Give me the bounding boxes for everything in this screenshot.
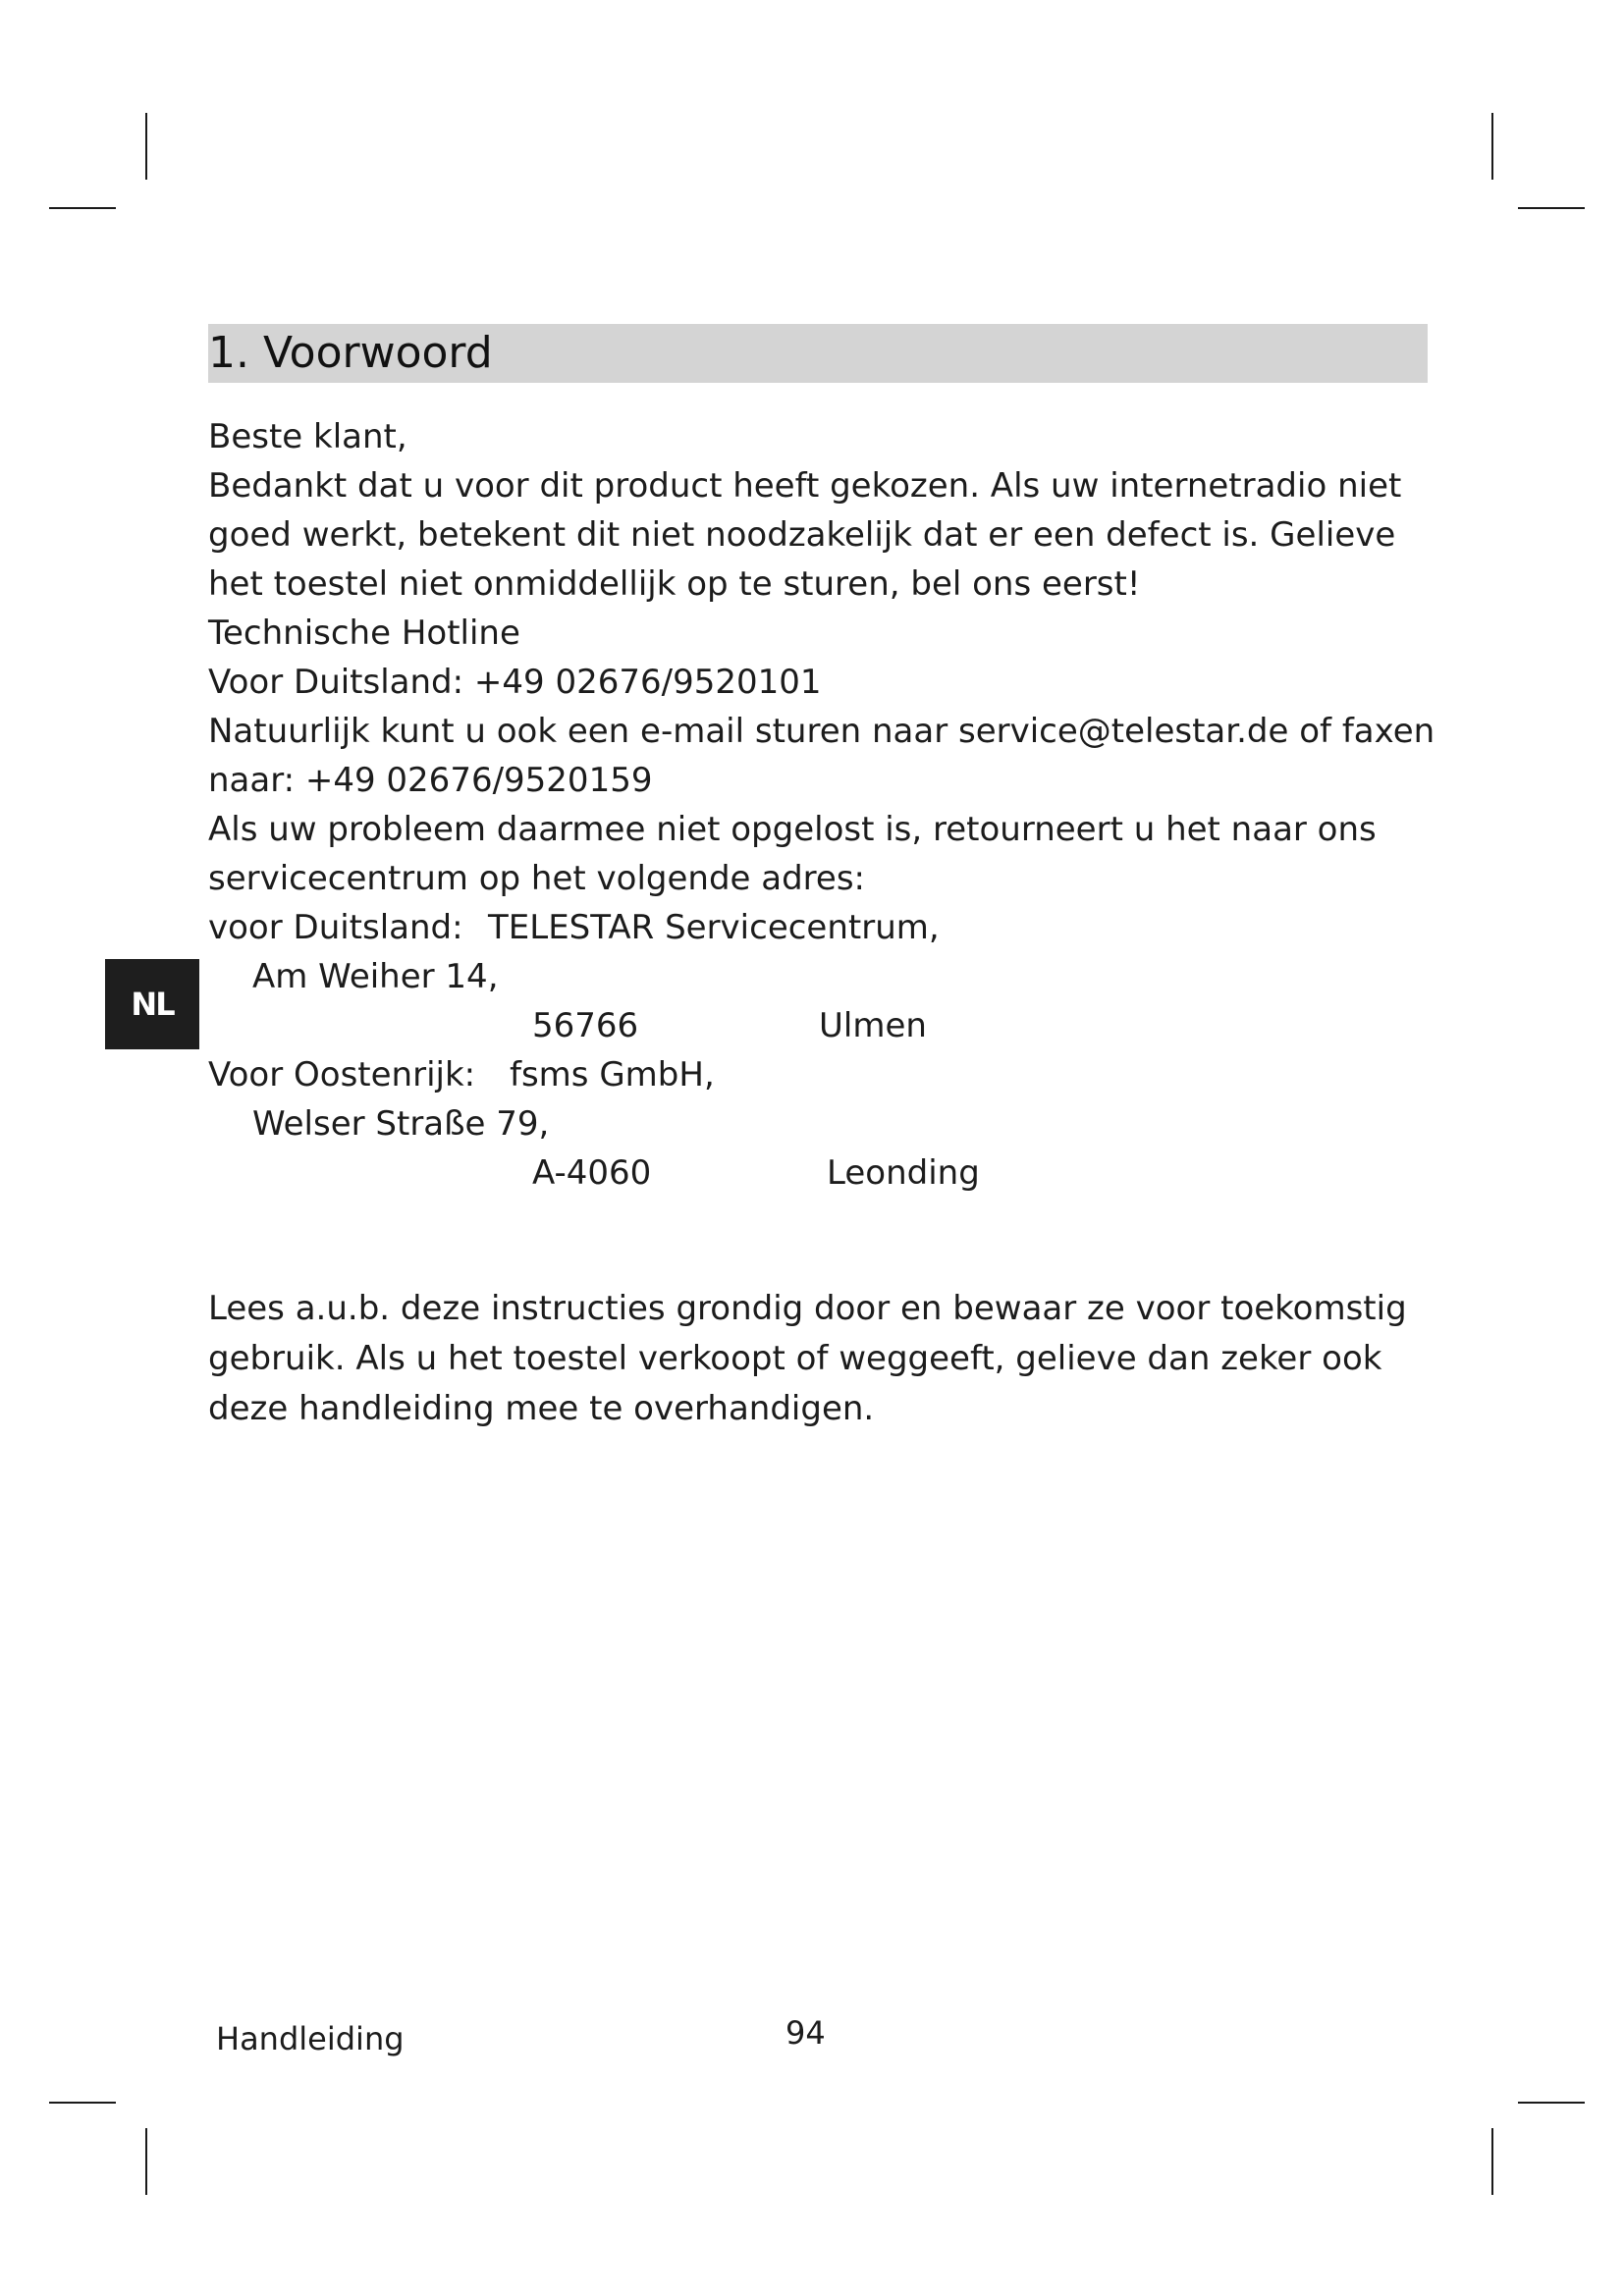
crop-mark <box>49 207 116 209</box>
hotline-germany: Voor Duitsland: +49 02676/9520101 <box>208 663 822 702</box>
body-line: Als uw probleem daarmee niet opgelost is, retourneert u het naar ons <box>208 810 1377 849</box>
address-germany-line-2 <box>208 952 1435 1001</box>
body-line: Bedankt dat u voor dit product heeft gekozen. Als uw internetradio niet <box>208 466 1402 506</box>
address-postcode: A-4060 <box>532 1153 652 1193</box>
address-street: Welser Straße 79, <box>252 1104 550 1144</box>
address-germany-line-1 <box>208 903 1435 952</box>
crop-mark <box>1491 2128 1493 2195</box>
crop-mark <box>1518 2102 1585 2104</box>
section-title: 1. Voorwoord <box>208 328 493 378</box>
address-austria-line-3 <box>208 1148 1435 1198</box>
footer-label: Handleiding <box>216 2020 405 2057</box>
crop-mark <box>1491 113 1493 180</box>
closing-line: gebruik. Als u het toestel verkoopt of weggeeft, gelieve dan zeker ook <box>208 1339 1382 1378</box>
body-line: goed werkt, betekent dit niet noodzakelijk dat er een defect is. Gelieve <box>208 515 1396 555</box>
body-line: Natuurlijk kunt u ook een e-mail sturen naar service@telestar.de of faxen <box>208 712 1435 751</box>
address-city: Ulmen <box>819 1006 927 1045</box>
crop-mark <box>49 2102 116 2104</box>
fax-number: naar: +49 02676/9520159 <box>208 761 653 800</box>
address-company: fsms GmbH, <box>510 1055 715 1095</box>
language-tab: NL <box>105 959 199 1049</box>
address-company: TELESTAR Servicecentrum, <box>488 908 940 947</box>
crop-mark <box>1518 207 1585 209</box>
foreword-body <box>208 412 1435 1198</box>
section-heading-bar <box>208 324 1428 383</box>
page-number: 94 <box>785 2014 826 2052</box>
crop-mark <box>145 2128 147 2195</box>
address-label: voor Duitsland: <box>208 908 463 947</box>
greeting: Beste klant, <box>208 417 407 456</box>
address-germany-line-3 <box>208 1001 1435 1050</box>
crop-mark <box>145 113 147 180</box>
body-line: het toestel niet onmiddellijk op te sturen, bel ons eerst! <box>208 564 1141 604</box>
address-austria-line-1 <box>208 1050 1435 1099</box>
address-label: Voor Oostenrijk: <box>208 1055 476 1095</box>
address-city: Leonding <box>827 1153 980 1193</box>
body-line: servicecentrum op het volgende adres: <box>208 859 865 898</box>
closing-line: deze handleiding mee te overhandigen. <box>208 1389 875 1428</box>
closing-paragraph <box>208 1284 1445 1434</box>
address-postcode: 56766 <box>532 1006 639 1045</box>
hotline-heading: Technische Hotline <box>208 614 520 653</box>
address-street: Am Weiher 14, <box>252 957 499 996</box>
closing-line: Lees a.u.b. deze instructies grondig door en bewaar ze voor toekomstig <box>208 1289 1407 1328</box>
address-austria-line-2 <box>208 1099 1435 1148</box>
